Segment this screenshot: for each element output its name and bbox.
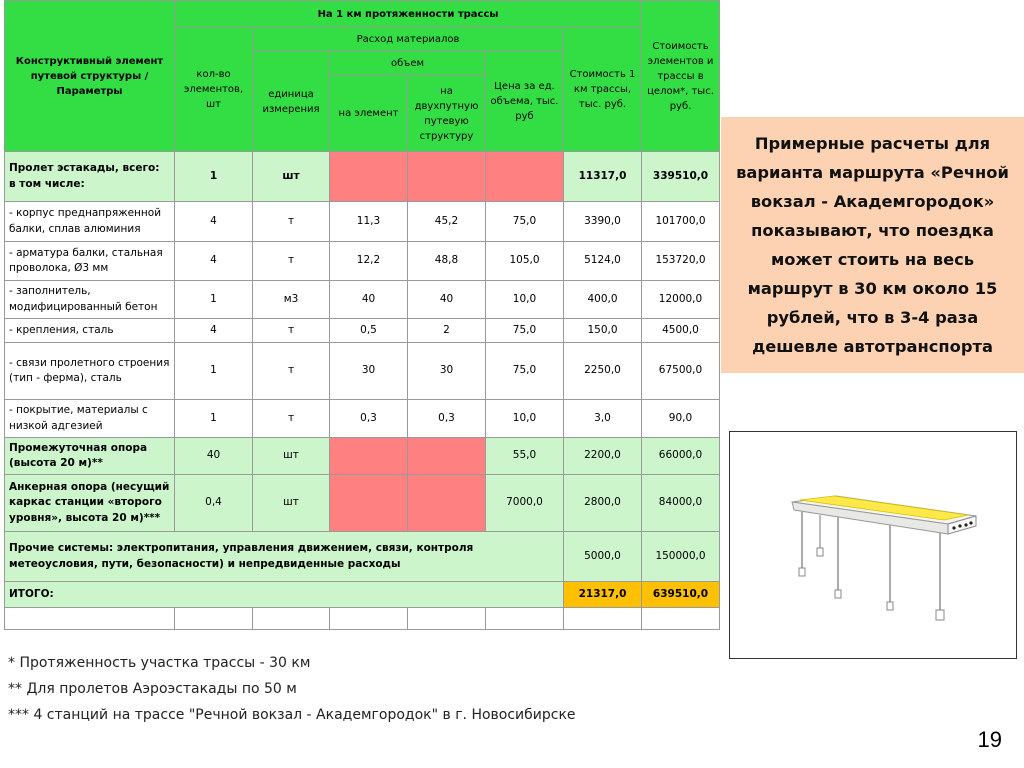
table-row-other: [5, 532, 720, 582]
footnote-2: ** Для пролетов Аэроэстакады по 50 м: [8, 681, 297, 697]
row-unit: шт: [253, 475, 330, 532]
table-row: [5, 202, 720, 242]
row-price: 7000,0: [486, 475, 564, 532]
row-other-name: Прочие системы: электропитания, управления движением, связи, контроля метеоусловия, пути, безопасности) и непредвиденные расходы: [5, 532, 564, 582]
table-row: [5, 242, 720, 281]
row-unit: т: [253, 319, 330, 343]
row-name: - крепления, сталь: [5, 319, 175, 343]
blank-cell: [486, 608, 564, 630]
row-per-element: [330, 438, 408, 475]
summary-box: [721, 117, 1024, 373]
row-count: 1: [175, 152, 253, 202]
row-cost-km: 5124,0: [564, 242, 642, 281]
row-name: Промежуточная опора (высота 20 м)**: [5, 438, 175, 475]
row-per-element: 11,3: [330, 202, 408, 242]
table-row: [5, 438, 720, 475]
row-price: 105,0: [486, 242, 564, 281]
row-price: 10,0: [486, 400, 564, 438]
cost-table-sheet: [4, 0, 719, 755]
header-cost-total: Стоимость элементов и трассы в целом*, тыс. руб.: [642, 1, 720, 152]
row-name: - корпус преднапряженной балки, сплав алюминия: [5, 202, 175, 242]
row-count: 4: [175, 242, 253, 281]
overpass-drawing: [730, 432, 1016, 658]
row-count: 4: [175, 319, 253, 343]
table-body: [5, 152, 720, 630]
row-per-element: [330, 152, 408, 202]
row-unit: т: [253, 400, 330, 438]
header-cost-per-km: Стоимость 1 км трассы, тыс. руб.: [564, 28, 642, 152]
row-cost-km: 3,0: [564, 400, 642, 438]
row-total-cost-km: 21317,0: [564, 582, 642, 608]
summary-text: Примерные расчеты для варианта маршрута «Речной вокзал - Академгородок» показывают, что поездка может стоить на весь маршрут в 30 км около 15 рублей, что в 3-4 раза дешевле автотранспорта: [736, 134, 1009, 356]
row-count: 4: [175, 202, 253, 242]
header-volume: объем: [330, 52, 486, 76]
row-cost-km: 150,0: [564, 319, 642, 343]
row-per-element: 0,3: [330, 400, 408, 438]
row-per-double: 2: [408, 319, 486, 343]
header-per-element: на элемент: [330, 76, 408, 152]
header-unit: единица измерения: [253, 52, 330, 152]
table-row: [5, 319, 720, 343]
table-row: [5, 475, 720, 532]
row-per-element: [330, 475, 408, 532]
blank-cell: [564, 608, 642, 630]
row-cost-total: 90,0: [642, 400, 720, 438]
row-name: - заполнитель, модифицированный бетон: [5, 281, 175, 319]
row-name: - покрытие, материалы с низкой адгезией: [5, 400, 175, 438]
row-other-cost-km: 5000,0: [564, 532, 642, 582]
row-price: 75,0: [486, 343, 564, 400]
row-count: 1: [175, 400, 253, 438]
blank-cell: [642, 608, 720, 630]
row-per-double: [408, 152, 486, 202]
blank-cell: [5, 608, 175, 630]
row-per-double: 40: [408, 281, 486, 319]
row-cost-total: 153720,0: [642, 242, 720, 281]
row-unit: т: [253, 343, 330, 400]
row-total-cost-total: 639510,0: [642, 582, 720, 608]
row-total-name: ИТОГО:: [5, 582, 564, 608]
page-number: 19: [977, 727, 1002, 752]
row-cost-total: 12000,0: [642, 281, 720, 319]
row-per-double: [408, 475, 486, 532]
footnote-3: *** 4 станций на трассе "Речной вокзал - Академгородок" в г. Новосибирске: [8, 707, 576, 723]
row-cost-km: 11317,0: [564, 152, 642, 202]
row-per-element: 30: [330, 343, 408, 400]
row-unit: т: [253, 242, 330, 281]
row-per-double: 30: [408, 343, 486, 400]
row-cost-km: 400,0: [564, 281, 642, 319]
row-cost-km: 2250,0: [564, 343, 642, 400]
footnote-1: * Протяженность участка трассы - 30 км: [8, 655, 311, 671]
row-per-double: [408, 438, 486, 475]
header-per-km: На 1 км протяженности трассы: [175, 1, 642, 28]
row-price: 10,0: [486, 281, 564, 319]
row-per-element: 0,5: [330, 319, 408, 343]
table-row: [5, 400, 720, 438]
row-per-double: 45,2: [408, 202, 486, 242]
row-cost-total: 67500,0: [642, 343, 720, 400]
row-unit: шт: [253, 438, 330, 475]
row-cost-km: 2800,0: [564, 475, 642, 532]
table-row-total: [5, 582, 720, 608]
row-count: 40: [175, 438, 253, 475]
blank-cell: [175, 608, 253, 630]
overpass-illustration: [729, 431, 1017, 659]
row-cost-total: 66000,0: [642, 438, 720, 475]
table-row: [5, 281, 720, 319]
blank-cell: [330, 608, 408, 630]
row-name: Пролет эстакады, всего: в том числе:: [5, 152, 175, 202]
cost-table: [4, 0, 720, 630]
header-param: Конструктивный элемент путевой структуры / Параметры: [5, 1, 175, 152]
row-other-cost-total: 150000,0: [642, 532, 720, 582]
blank-cell: [408, 608, 486, 630]
row-unit: шт: [253, 152, 330, 202]
header-count: кол-во элементов, шт: [175, 28, 253, 152]
row-count: 1: [175, 281, 253, 319]
row-price: 75,0: [486, 202, 564, 242]
header-unit-price: Цена за ед. объема, тыс. руб: [486, 52, 564, 152]
row-count: 0,4: [175, 475, 253, 532]
row-name: Анкерная опора (несущий каркас станции «второго уровня», высота 20 м)***: [5, 475, 175, 532]
table-header: [5, 1, 720, 152]
row-unit: м3: [253, 281, 330, 319]
header-materials: Расход материалов: [253, 28, 564, 52]
row-price: 75,0: [486, 319, 564, 343]
blank-cell: [253, 608, 330, 630]
row-count: 1: [175, 343, 253, 400]
table-row: [5, 343, 720, 400]
row-cost-total: 4500,0: [642, 319, 720, 343]
row-per-double: 0,3: [408, 400, 486, 438]
table-row: [5, 152, 720, 202]
row-per-element: 12,2: [330, 242, 408, 281]
row-cost-km: 2200,0: [564, 438, 642, 475]
footnotes: [4, 650, 719, 728]
row-per-element: 40: [330, 281, 408, 319]
row-per-double: 48,8: [408, 242, 486, 281]
table-row-blank: [5, 608, 720, 630]
row-cost-total: 84000,0: [642, 475, 720, 532]
row-cost-total: 339510,0: [642, 152, 720, 202]
row-name: - связи пролетного строения (тип - ферма), сталь: [5, 343, 175, 400]
row-cost-km: 3390,0: [564, 202, 642, 242]
row-price: [486, 152, 564, 202]
row-price: 55,0: [486, 438, 564, 475]
row-name: - арматура балки, стальная проволока, Ø3 мм: [5, 242, 175, 281]
row-cost-total: 101700,0: [642, 202, 720, 242]
header-per-double-track: на двухпутную путевую структуру: [408, 76, 486, 152]
row-unit: т: [253, 202, 330, 242]
